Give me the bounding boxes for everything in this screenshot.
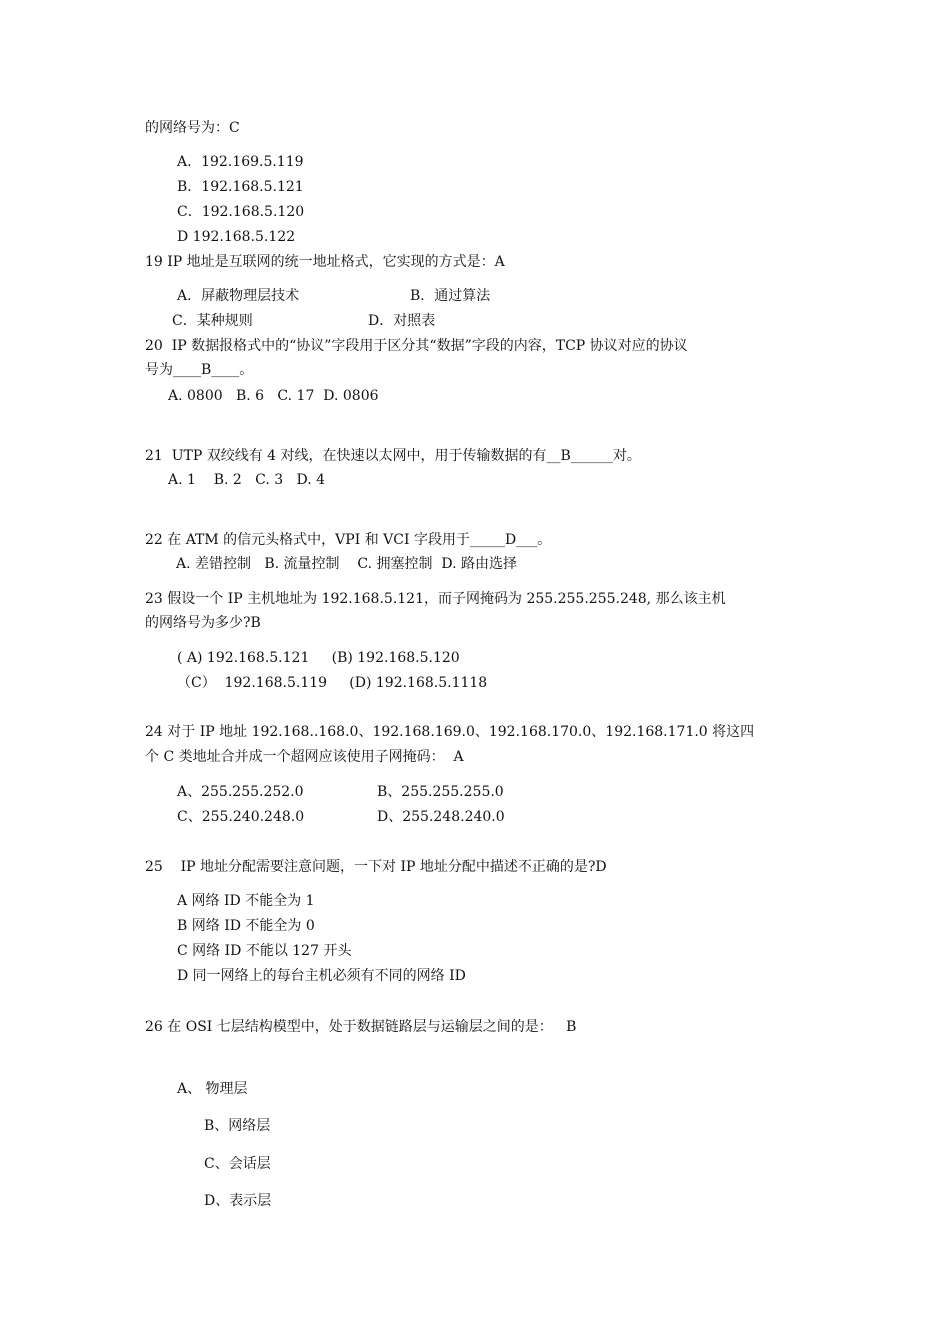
q18-option-c: C．192.168.5.120 (177, 204, 305, 220)
q22-options: A. 差错控制 B. 流量控制 C. 拥塞控制 D. 路由选择 (176, 556, 517, 572)
q24-option-d: D、255.248.240.0 (377, 809, 505, 825)
q18-option-a: A．192.169.5.119 (177, 154, 304, 170)
q20-stem-line2: 号为____B____。 (145, 362, 254, 378)
q23-options-cd: （C） 192.168.5.119 (D) 192.168.5.1118 (177, 675, 488, 691)
q20-stem-line1: 20 IP 数据报格式中的“协议”字段用于区分其“数据”字段的内容，TCP 协议对应的协议 (145, 338, 688, 354)
q26-option-c: C、会话层 (204, 1156, 271, 1172)
q25-option-a: A 网络 ID 不能全为 1 (177, 893, 315, 909)
q23-options-ab: ( A) 192.168.5.121 (B) 192.168.5.120 (177, 650, 460, 666)
q25-stem: 25 IP 地址分配需要注意问题，一下对 IP 地址分配中描述不正确的是?D (145, 859, 607, 875)
q19-option-d: D．对照表 (368, 313, 436, 329)
q18-option-d: D 192.168.5.122 (177, 229, 296, 245)
q18-option-b: B．192.168.5.121 (177, 179, 304, 195)
q25-option-c: C 网络 ID 不能以 127 开头 (177, 943, 352, 959)
q19-stem: 19 IP 地址是互联网的统一地址格式，它实现的方式是：A (145, 254, 505, 270)
q20-options: A. 0800 B. 6 C. 17 D. 0806 (168, 388, 379, 404)
q24-option-c: C、255.240.248.0 (177, 809, 305, 825)
q26-stem: 26 在 OSI 七层结构模型中，处于数据链路层与运输层之间的是： B (145, 1019, 577, 1035)
q24-option-a: A、255.255.252.0 (177, 784, 304, 800)
q23-stem-line2: 的网络号为多少?B (145, 615, 261, 631)
q21-stem: 21 UTP 双绞线有 4 对线，在快速以太网中，用于传输数据的有__B______对。 (145, 448, 641, 464)
q19-option-c: C．某种规则 (172, 313, 253, 329)
q25-option-d: D 同一网络上的每台主机必须有不同的网络 ID (177, 968, 466, 984)
q24-stem-line1: 24 对于 IP 地址 192.168..168.0、192.168.169.0、192.168.170.0、192.168.171.0 将这四 (145, 724, 755, 740)
q21-options: A. 1 B. 2 C. 3 D. 4 (168, 472, 326, 488)
q26-option-b: B、网络层 (204, 1118, 271, 1134)
q25-option-b: B 网络 ID 不能全为 0 (177, 918, 315, 934)
q19-option-a: A．屏蔽物理层技术 (177, 288, 300, 304)
q22-stem: 22 在 ATM 的信元头格式中，VPI 和 VCI 字段用于_____D___。 (145, 532, 552, 548)
q26-option-a: A、 物理层 (177, 1081, 248, 1097)
q24-option-b: B、255.255.255.0 (377, 784, 504, 800)
q24-stem-line2: 个 C 类地址合并成一个超网应该使用子网掩码： A (145, 749, 464, 765)
q18-stem-tail: 的网络号为：C (145, 120, 240, 136)
q26-option-d: D、表示层 (204, 1193, 272, 1209)
q23-stem-line1: 23 假设一个 IP 主机地址为 192.168.5.121，而子网掩码为 255.255.255.248, 那么该主机 (145, 591, 726, 607)
q19-option-b: B．通过算法 (410, 288, 491, 304)
